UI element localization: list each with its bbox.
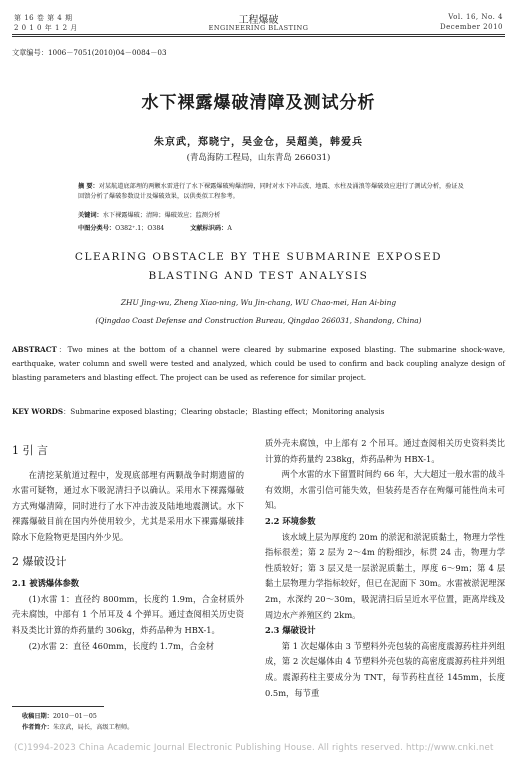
doc-value: A bbox=[227, 225, 232, 232]
copyright-watermark: (C)1994-2023 China Academic Journal Electronic Publishing House. All rights reserved. http://www.cnki.net bbox=[14, 743, 494, 753]
mine-2-continued: 质外壳未腐蚀，中上部有 2 个吊耳。通过查阅相关历史资料类比计算的炸药量约 238kg，炸药品种为 HBX-1。 bbox=[265, 438, 505, 464]
keywords-label: 关键词： bbox=[78, 212, 103, 219]
received-date: 2010－01－05 bbox=[52, 713, 97, 720]
author-bio: 朱京武，局长，高级工程师。 bbox=[52, 724, 134, 731]
en-title-line1: CLEARING OBSTACLE BY THE SUBMARINE EXPOSED bbox=[74, 251, 443, 263]
en-keywords bbox=[12, 405, 505, 419]
class-value: O382⁺.1；O384 bbox=[115, 225, 165, 232]
abstract-text: 对某航道底部埋的两颗水雷进行了水下裸露爆破殉爆清障，同时对水下冲击波、地震、水柱及涌浪等爆破效应进行了测试分析，验证及回馈分析了爆破参数设计及爆破效果，以供类似工程参考。 bbox=[78, 183, 464, 200]
paper-authors: 朱京武，郑晓宁，吴金仓，吴超美，韩爱兵 bbox=[154, 137, 363, 148]
classification-line bbox=[78, 224, 468, 234]
journal-volume-en: Vol. 16, No. 4 bbox=[448, 13, 503, 21]
section-1-paragraph: 在清挖某航道过程中，发现底部埋有两颗战争时期遗留的水雷可疑物，通过水下吸泥清扫予以确认。采用水下裸露爆破方式殉爆清障，同时进行了水下冲击波及陆地地震测试。水下裸露爆破目前在国内外使用较少，尤其是采用水下裸露爆破排除水下危险物更是国内外少见。 bbox=[12, 469, 244, 542]
design-paragraph: 第 1 次起爆体由 3 节塑料外壳包装的高密度震源药柱并列组成，第 2 次起爆体由 4 节塑料外壳包装的高密度震源药柱并列组成。震源药柱主要成分为 TNT，每节药柱直径 145mm，长度 0.5m，每节重 bbox=[265, 640, 505, 698]
class-label: 中图分类号： bbox=[78, 225, 116, 232]
received-label: 收稿日期： bbox=[22, 713, 53, 720]
journal-date-en: December 2010 bbox=[440, 23, 503, 31]
header-rule-2 bbox=[12, 36, 505, 37]
footnote-received bbox=[22, 711, 97, 722]
journal-date-cn: 2 0 1 0 年 1 2 月 bbox=[14, 24, 78, 32]
mine-1-paragraph: (1)水雷 1：直径约 800mm，长度约 1.9m，合金材质外壳未腐蚀，中部有 1 个吊耳及 4 个弹耳。通过查阅相关历史资料及类比计算的炸药量约 306kg，炸药品种为 HBX-1。 bbox=[12, 593, 244, 635]
article-number: 文章编号：1006－7051(2010)04－0084－03 bbox=[12, 48, 167, 57]
keywords-text: 水下裸露爆破；清障；爆破效应；监测分析 bbox=[102, 212, 221, 219]
en-abstract-text: ：Two mines at the bottom of a channel were cleared by submarine exposed blasting. The submarine shock-wave, earthquake, water column and swell were tested and analyzed, which could be used to confirm and back coupling analyze design of blasting parameters and blasting effect. The project can be used as reference for similar project. bbox=[12, 345, 505, 382]
subsection-2-3-heading: 2.3 爆破设计 bbox=[265, 625, 316, 636]
environment-paragraph: 该水域上层为厚度约 20m 的淤泥和淤泥质黏土，物理力学性指标很差；第 2 层为 2～4m 的粉细沙，标贯 24 击，物理力学性质较好；第 3 层又是一层淤泥质黏土，厚度 6～9m；第 4 层黏土层物理力学指标较好，但已在泥面下 30m。水雷被淤泥埋深 2m，水深约 20～30m，吸泥清扫后呈近水平位置，距离岸线及周边水产养殖区约 2km。 bbox=[265, 531, 505, 620]
mine-2-paragraph: (2)水雷 2：直径 460mm，长度约 1.7m，合金材 bbox=[28, 640, 215, 651]
journal-name-en: ENGINEERING BLASTING bbox=[208, 24, 309, 32]
en-keywords-text: ：Submarine exposed blasting；Clearing obstacle；Blasting effect；Monitoring analysis bbox=[63, 407, 385, 416]
keywords-cn bbox=[78, 211, 468, 221]
retention-paragraph: 两个水雷的水下留置时间约 66 年，大大超过一般水雷的战斗有效期，水雷引信可能失效，但装药是否存在殉爆可能性尚未可知。 bbox=[265, 469, 505, 511]
subsection-2-1-heading: 2.1 被诱爆体参数 bbox=[12, 578, 80, 589]
footnote-rule bbox=[12, 706, 104, 707]
paper-title: 水下裸露爆破清障及测试分析 bbox=[141, 93, 376, 113]
abstract-label: 摘 要： bbox=[78, 183, 99, 190]
left-column bbox=[12, 437, 244, 654]
en-authors: ZHU Jing-wu, Zheng Xiao-ning, Wu Jin-chang, WU Chao-mei, Han Ai-bing bbox=[120, 298, 397, 307]
en-abstract-label: ABSTRACT bbox=[12, 345, 57, 354]
en-title-line2: BLASTING AND TEST ANALYSIS bbox=[148, 270, 369, 282]
journal-name-cn: 工程爆破 bbox=[238, 15, 279, 26]
journal-volume-issue: 第 16 卷 第 4 期 bbox=[14, 14, 73, 22]
right-column bbox=[265, 436, 505, 701]
paper-affiliation: (青岛海防工程局，山东青岛 266031) bbox=[186, 153, 331, 163]
doc-label: 文献标识码： bbox=[190, 225, 228, 232]
section-1-heading: 1 引 言 bbox=[12, 444, 48, 457]
header-rule bbox=[12, 34, 505, 35]
subsection-2-2-heading: 2.2 环境参数 bbox=[265, 515, 316, 526]
abstract-cn bbox=[78, 182, 468, 202]
author-bio-label: 作者简介： bbox=[22, 724, 53, 731]
en-abstract bbox=[12, 343, 505, 385]
footnote-author bbox=[22, 722, 133, 733]
en-keywords-label: KEY WORDS bbox=[12, 407, 64, 416]
section-2-heading: 2 爆破设计 bbox=[12, 554, 67, 568]
en-affiliation: (Qingdao Coast Defense and Construction Bureau, Qingdao 266031, Shandong, China) bbox=[95, 316, 422, 325]
